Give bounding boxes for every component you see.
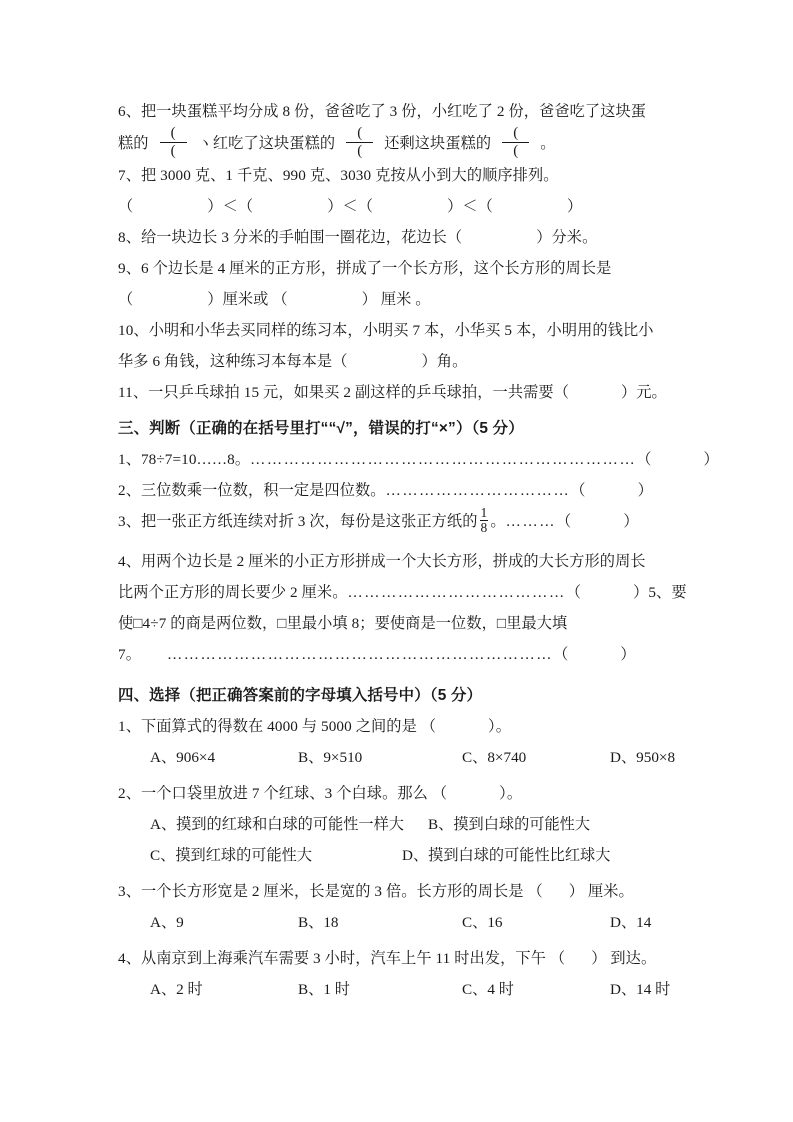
q7-blank-2-open: （ (237, 198, 254, 215)
choice-q2-option-c[interactable]: C、摸到红球的可能性大 (150, 847, 313, 864)
question-11-line-1 (118, 377, 690, 408)
choice-q1-option-a[interactable]: A、906×4 (150, 749, 216, 766)
choice-q2-number: 2、 (118, 785, 141, 802)
question-6-text-d: 还剩这块蛋糕的 (384, 135, 492, 153)
q7-blank-3-close: ） (447, 198, 463, 215)
choice-q4-line (118, 943, 690, 974)
spacer-before-section-four (118, 670, 690, 675)
judge-q4-line-1 (118, 546, 690, 577)
choice-q1-option-d[interactable]: D、950×8 (610, 749, 676, 766)
choice-q2-options-row-2 (118, 840, 690, 871)
fraction-blank-1-denominator: ( (170, 143, 189, 159)
judge-q1-paren-close: ） (703, 451, 719, 468)
q7-blank-1-open: （ (118, 198, 134, 215)
judge-q5-text-b: 使□4÷7 的商是两位数，□里最小填 8；要使商是一位数，□里最大填 (118, 615, 568, 632)
question-7-line-1 (118, 160, 690, 191)
fraction-blank-2[interactable] (344, 126, 375, 159)
section-four-heading: 四、选择（把正确答案前的字母填入括号中）（5 分） (118, 687, 483, 704)
fraction-blank-3-numerator: ( (513, 125, 532, 141)
choice-q4-option-b[interactable]: B、1 时 (298, 981, 350, 998)
fraction-one-eighth-numerator: 1 (480, 505, 488, 521)
choice-q1-number: 1、 (118, 718, 141, 735)
judge-q5-text-a: 要 (671, 584, 687, 601)
judge-q5-line-3 (118, 639, 690, 670)
judge-q3-number: 3、 (118, 513, 141, 530)
question-8-number: 8、 (118, 229, 141, 246)
spacer-before-judge-q4 (118, 537, 690, 546)
question-7-text: 把 3000 克、1 千克、990 克、3030 克按从小到大的顺序排列。 (140, 167, 559, 184)
choice-q4-text-a: 从南京到上海乘汽车需要 3 小时，汽车上午 11 时出发，下午 （ (140, 950, 566, 967)
judge-q4-text-a: 用两个边长是 2 厘米的小正方形拼成一个大长方形，拼成的大长方形的周长 (140, 553, 646, 570)
judge-q2-paren-close: ） (637, 482, 653, 499)
q7-operator-2: ＜ (342, 198, 358, 215)
q7-operator-3: ＜ (462, 198, 478, 215)
judge-q5-text-c: 7。 (118, 646, 141, 663)
judge-q3-paren-close: ） (623, 513, 639, 530)
question-10-number: 10、 (118, 322, 149, 339)
question-9-text-b: （ (118, 291, 134, 308)
choice-q1-text-b: ）。 (488, 718, 512, 735)
judge-q5-leader: …………………………………………………………… (166, 646, 554, 663)
choice-q3-option-b[interactable]: B、18 (298, 914, 339, 931)
judge-q4-line-2 (118, 577, 690, 608)
fraction-blank-2-denominator: ( (357, 143, 376, 159)
choice-q3-option-a[interactable]: A、9 (150, 914, 184, 931)
question-10-line-1 (118, 315, 690, 346)
question-6-text-a: 把一块蛋糕平均分成 8 份，爸爸吃了 3 份，小红吃了 2 份，爸爸吃了这块蛋 (140, 103, 647, 120)
question-7-number: 7、 (118, 167, 141, 184)
fraction-one-eighth-denominator: 8 (480, 520, 488, 536)
choice-q3-text-b: ） 厘米。 (568, 883, 634, 900)
question-10-text-c: ）角。 (421, 353, 468, 370)
judge-q3-text-a: 把一张正方纸连续对折 3 次，每份是这张正方纸的 (140, 513, 478, 530)
judge-q5-number: 5、 (648, 584, 672, 601)
choice-q3-option-c[interactable]: C、16 (462, 914, 503, 931)
q7-blank-2-close: ） (327, 198, 343, 215)
fraction-one-eighth (480, 506, 489, 535)
question-6-text-c: 红吃了这块蛋糕的 (212, 135, 336, 153)
choice-q2-line (118, 778, 690, 809)
judge-q2-number: 2、 (118, 482, 141, 499)
question-10-line-2 (118, 346, 690, 377)
choice-q2-option-a[interactable]: A、摸到的红球和白球的可能性一样大 (150, 816, 404, 833)
question-7-answer-line (118, 191, 690, 222)
q7-operator-1: ＜ (222, 198, 238, 215)
judge-q3-leader: ……… (505, 513, 557, 530)
fraction-blank-1-numerator: ( (170, 125, 189, 141)
question-9-text-a: 6 个边长是 4 厘米的正方形，拼成了一个长方形，这个长方形的周长是 (140, 260, 612, 277)
judge-q1-line (118, 444, 719, 475)
question-6-text-b: 糕的 (118, 135, 149, 153)
judge-q2-paren-open: （ (570, 482, 586, 499)
choice-q2-text-a: 一个口袋里放进 7 个红球、3 个白球。那么 （ (140, 785, 448, 802)
question-9-number: 9、 (118, 260, 141, 277)
question-6-text-e: 。 (540, 135, 556, 153)
q7-blank-3-open: （ (357, 198, 374, 215)
question-6-stray-mark: ヽ (197, 135, 213, 153)
question-11-text-b: ）元。 (620, 384, 667, 401)
choice-q3-option-d[interactable]: D、14 (610, 914, 652, 931)
question-6-line-1 (118, 96, 690, 127)
choice-q1-option-b[interactable]: B、9×510 (298, 749, 363, 766)
choice-q2-options-row-1 (118, 809, 690, 840)
section-three-heading: 三、判断（正确的在括号里打““√”，错误的打“×”）（5 分） (118, 420, 524, 437)
choice-q2-text-b: ）。 (499, 785, 523, 802)
fraction-blank-3-denominator: ( (513, 143, 532, 159)
judge-q5-line-2 (118, 608, 690, 639)
judge-q1-number: 1、 (118, 451, 141, 468)
judge-q2-text: 三位数乘一位数，积一定是四位数。 (140, 482, 386, 499)
question-9-line-2 (118, 284, 690, 315)
judge-q2-leader: …………………………… (385, 482, 571, 499)
judge-q5-paren-close: ） (620, 646, 636, 663)
question-10-text-b: 华多 6 角钱，这种练习本每本是（ (118, 353, 348, 370)
q7-blank-4-open: （ (477, 198, 493, 215)
choice-q2-option-d[interactable]: D、摸到白球的可能性比红球大 (402, 847, 611, 864)
question-8-text-a: 给一块边长 3 分米的手帕围一圈花边，花边长（ (140, 229, 463, 246)
question-11-number: 11、 (118, 384, 149, 401)
choice-q3-options (118, 907, 690, 938)
q7-blank-1-close: ） (207, 198, 223, 215)
choice-q1-option-c[interactable]: C、8×740 (462, 749, 527, 766)
question-9-text-c: ）厘米或 （ (207, 291, 288, 308)
fraction-blank-2-numerator: ( (357, 125, 376, 141)
judge-q4-number: 4、 (118, 553, 141, 570)
question-11-text-a: 一只乒乓球拍 15 元，如果买 2 副这样的乒乓球拍，一共需要（ (148, 384, 569, 401)
judge-q3-paren-open: （ (556, 513, 572, 530)
choice-q4-options (118, 974, 690, 1005)
judge-q1-paren-open: （ (636, 451, 652, 468)
question-6-line-2 (118, 127, 690, 160)
choice-q4-number: 4、 (118, 950, 141, 967)
q7-blank-4-close: ） (566, 198, 583, 215)
choice-q4-option-c[interactable]: C、4 时 (462, 981, 514, 998)
question-8-line-1 (118, 222, 690, 253)
fraction-blank-3[interactable] (500, 126, 531, 159)
judge-q5-paren-open: （ (553, 646, 569, 663)
choice-q4-option-a[interactable]: A、2 时 (150, 981, 203, 998)
question-8-text-b: ）分米。 (536, 229, 598, 246)
judge-q3-line (118, 506, 690, 537)
question-10-text-a: 小明和小华去买同样的练习本，小明买 7 本，小华买 5 本，小明用的钱比小 (148, 322, 654, 339)
choice-q3-text-a: 一个长方形宽是 2 厘米，长是宽的 3 倍。长方形的周长是 （ (140, 883, 543, 900)
judge-q1-text: 78÷7=10……8。 (140, 451, 251, 468)
question-9-line-1 (118, 253, 690, 284)
choice-q4-option-d[interactable]: D、14 时 (610, 981, 671, 998)
judge-q1-leader: …………………………………………………………… (250, 451, 637, 468)
judge-q3-text-b: 。 (490, 513, 506, 530)
judge-q4-leader: ………………………………… (347, 584, 566, 601)
fraction-blank-1[interactable] (158, 126, 189, 159)
question-6-number: 6、 (118, 103, 141, 120)
judge-q2-line (118, 475, 690, 506)
choice-q3-line (118, 876, 690, 907)
choice-q1-text-a: 下面算式的得数在 4000 与 5000 之间的是 （ (140, 718, 437, 735)
choice-q1-options (118, 742, 690, 773)
judge-q4-paren-open: （ (565, 584, 582, 601)
judge-q4-text-b: 比两个正方形的周长要少 2 厘米。 (118, 584, 348, 601)
judge-q4-paren-close: ） (633, 584, 649, 601)
choice-q2-option-b[interactable]: B、摸到白球的可能性大 (428, 816, 591, 833)
question-9-text-d: ） 厘米 。 (361, 291, 431, 308)
choice-q3-number: 3、 (118, 883, 141, 900)
choice-q4-text-b: ） 到达。 (591, 950, 657, 967)
choice-q1-line (118, 711, 690, 742)
